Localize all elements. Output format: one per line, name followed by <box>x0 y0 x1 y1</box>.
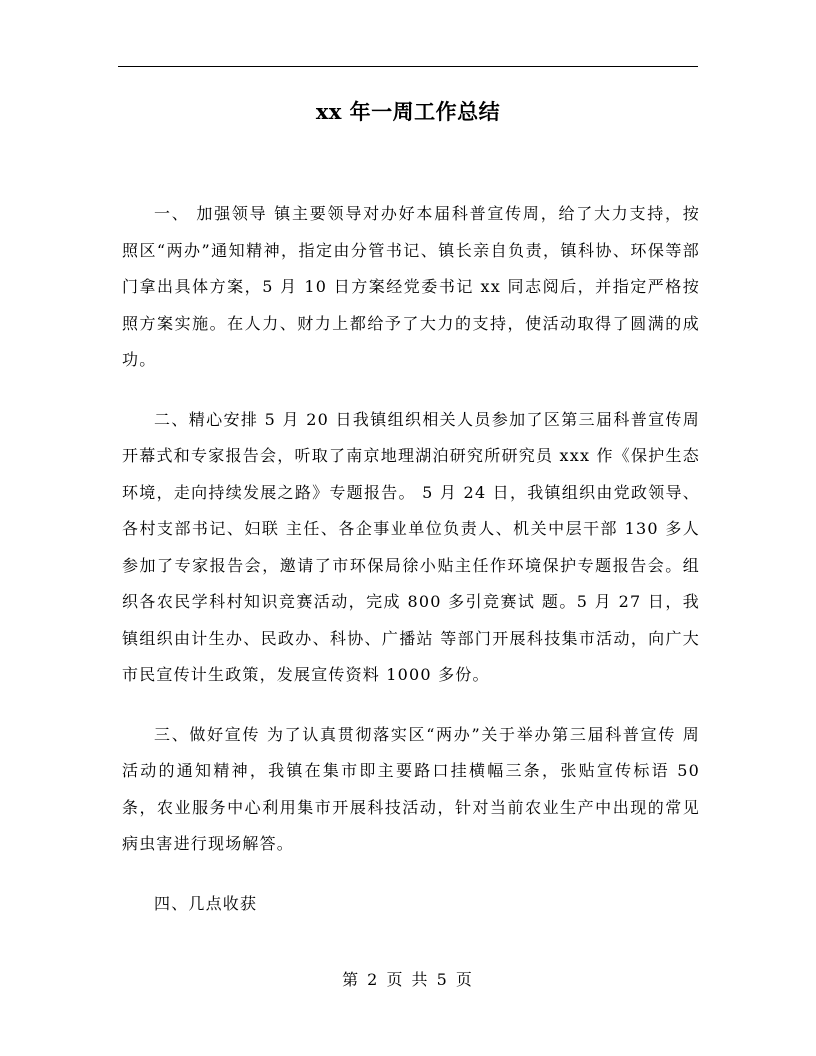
header-rule <box>118 66 698 67</box>
document-body <box>122 196 700 945</box>
paragraph-2: 二、精心安排 5 月 20 日我镇组织相关人员参加了区第三届科普宣传周 开幕式和专家报告会，听取了南京地理湖泊研究所研究员 xxx 作《保护生态环境，走向持续发展之路》专题报告。 5 月 24 日，我镇组织由党政领导、各村支部书记、妇联 主任、各企事业单位负责人、机关中层干部 130 多人参加了专家报告会，邀请了市环保局徐小贴主任作环境保护专题报告会。组织各农民学科村知识竞赛活动，完成 800 多引竞赛试 题。5 月 27 日，我镇组织由计生办、民政办、科协、广播站 等部门开展科技集市活动，向广大市民宣传计生政策，发展宣传资料 1000 多份。 <box>122 409 700 684</box>
paragraph-4: 四、几点收获 <box>154 893 258 913</box>
paragraph-3: 三、做好宣传 为了认真贯彻落实区“两办”关于举办第三届科普宣传 周活动的通知精神，我镇在集市即主要路口挂横幅三条，张贴宣传标语 50 条，农业服务中心利用集市开展科技活动，针对当前农业生产中出现的常见病虫害进行现场解答。 <box>122 724 700 853</box>
document-title: xx 年一周工作总结 <box>315 99 501 124</box>
paragraph-1: 一、 加强领导 镇主要领导对办好本届科普宣传周，给了大力支持，按 照区“两办”通知精神，指定由分管书记、镇长亲自负责，镇科协、环保等部门拿出具体方案，5 月 10 日方案经党委书记 xx 同志阅后，并指定严格按照方案实施。在人力、财力上都给予了大力的支持，使活动取得了圆满的成功。 <box>122 204 700 369</box>
page-number: 第 2 页 共 5 页 <box>342 970 474 989</box>
